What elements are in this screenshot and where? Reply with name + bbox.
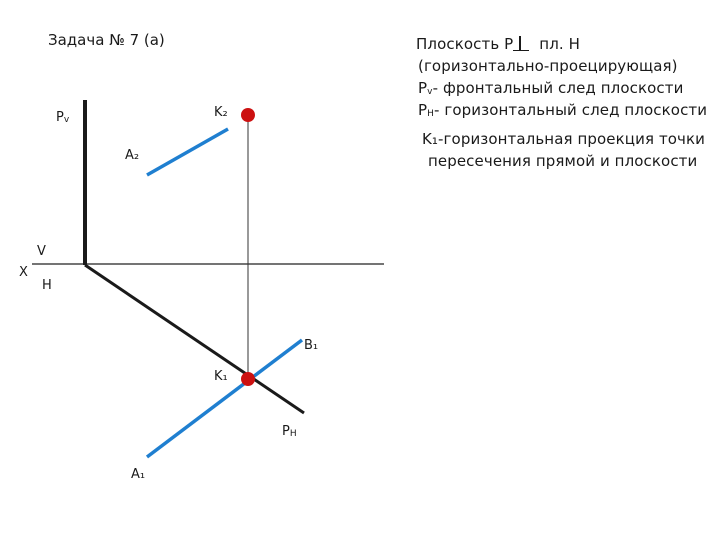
note-line-6: пересечения прямой и плоскости — [428, 152, 698, 170]
point-k1 — [241, 372, 255, 386]
note-plane-h: пл. H — [539, 35, 580, 53]
ph-trace — [85, 265, 304, 413]
note-line-5: K₁-горизонтальная проекция точки — [422, 130, 706, 148]
label-a2: A₂ — [125, 148, 140, 163]
note-pv-symbol: P — [418, 79, 428, 97]
note-pv-text: - фронтальный след плоскости — [432, 79, 684, 97]
note-plane-text: Плоскость P — [416, 35, 514, 53]
label-pv: Pv — [56, 110, 70, 125]
point-k2 — [241, 108, 255, 122]
label-k2: K₂ — [214, 105, 228, 120]
note-ph-symbol: P — [418, 101, 428, 119]
label-v: V — [37, 244, 46, 259]
label-k1: K₁ — [214, 369, 228, 384]
label-b1: B₁ — [304, 338, 319, 353]
label-ph: PH — [282, 424, 297, 439]
label-a1: A₁ — [131, 467, 146, 482]
task-title: Задача № 7 (а) — [48, 31, 165, 49]
label-h: H — [42, 278, 52, 293]
label-x: X — [19, 265, 28, 280]
note-ph-text: - горизонтальный след плоскости — [434, 101, 708, 119]
line-a2-k2 — [147, 129, 228, 175]
note-ph-subscript: H — [427, 109, 435, 119]
note-pv-subscript: v — [427, 87, 433, 97]
note-line-2: (горизонтально-проецирующая) — [418, 57, 678, 75]
